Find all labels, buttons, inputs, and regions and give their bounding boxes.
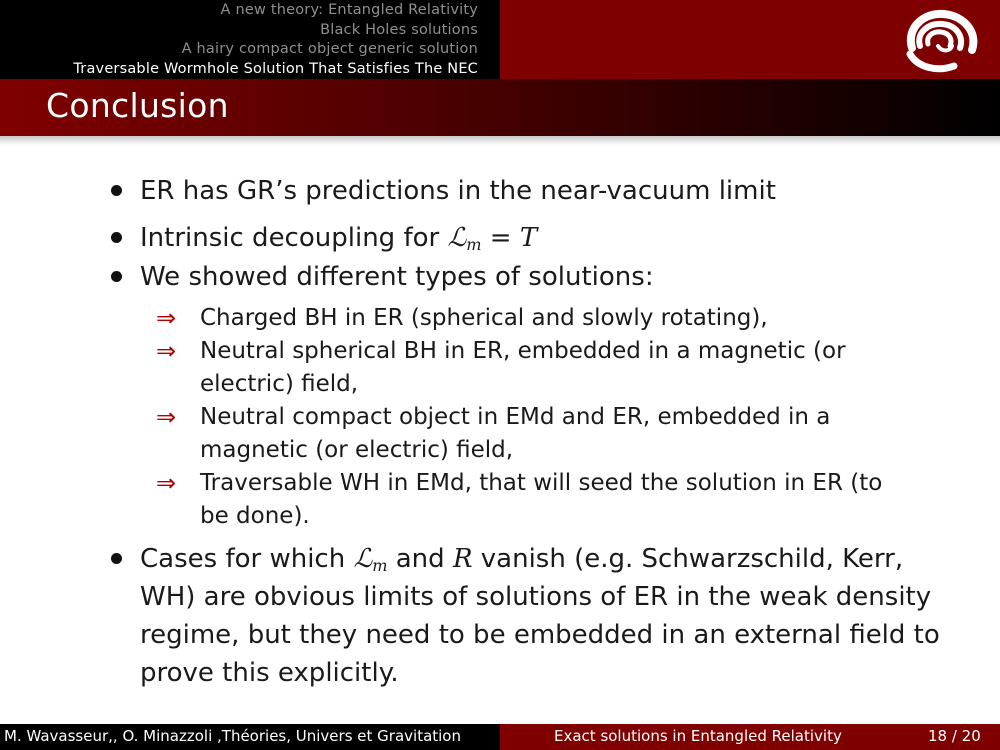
bullet-dot (111, 553, 122, 564)
implies-arrow-icon: ⇒ (156, 337, 177, 365)
sub-item-neutral-bh-line2: electric) field, (200, 371, 359, 397)
bullet-cases-line4: prove this explicitly. (140, 658, 399, 688)
footer-page-number: 18 / 20 (928, 727, 981, 745)
bullet-text: Cases for which (140, 544, 354, 574)
lagrangian-symbol (353, 544, 387, 574)
sub-item-charged-bh: Charged BH in ER (spherical and slowly rotating), (200, 305, 768, 331)
footer-title-panel (500, 724, 1000, 750)
sub-item-traversable-wh-line2: be done). (200, 503, 310, 529)
bullet-text: Intrinsic decoupling for (140, 223, 448, 253)
footer (0, 724, 1000, 750)
bullet-dot (111, 185, 122, 196)
bullet-cases-line2: WH) are obvious limits of solutions of ER in the weak density (140, 582, 932, 612)
equals-sign: = (481, 223, 520, 253)
subscript-m: m (372, 556, 388, 576)
r-symbol: R (452, 544, 473, 574)
sub-item-neutral-bh-line1: Neutral spherical BH in ER, embedded in a magnetic (or (200, 338, 846, 364)
frame-title: Conclusion (46, 86, 229, 125)
implies-arrow-icon: ⇒ (156, 403, 177, 431)
bullet-text: and (387, 544, 453, 574)
t-symbol: T (519, 223, 538, 253)
bullet-dot (111, 271, 122, 282)
bullet-er-predictions: ER has GR’s predictions in the near-vacuum limit (140, 176, 776, 206)
footer-authors-panel (0, 724, 500, 750)
lagrangian-symbol (447, 223, 481, 253)
sub-item-traversable-wh-line1: Traversable WH in EMd, that will seed the solution in ER (to (200, 470, 883, 496)
script-l: ℒ (353, 544, 373, 574)
bullet-text: vanish (e.g. Schwarzschild, Kerr, (472, 544, 904, 574)
sub-item-compact-object-line2: magnetic (or electric) field, (200, 437, 514, 463)
sub-item-compact-object-line1: Neutral compact object in EMd and ER, embedded in a (200, 404, 831, 430)
implies-arrow-icon: ⇒ (156, 469, 177, 497)
subscript-m: m (466, 235, 482, 255)
implies-arrow-icon: ⇒ (156, 304, 177, 332)
section-link-hairy-compact-object[interactable]: A hairy compact object generic solution (181, 41, 478, 57)
bullet-dot (111, 232, 122, 243)
footer-talk-title: Exact solutions in Entangled Relativity (554, 727, 842, 745)
footer-authors: M. Wavasseur,, O. Minazzoli ,Théories, Univers et Gravitation (4, 727, 461, 745)
section-link-black-holes[interactable]: Black Holes solutions (320, 21, 478, 38)
section-link-traversable-wormhole[interactable]: Traversable Wormhole Solution That Satisfies The NEC (73, 60, 478, 77)
bullet-solution-types: We showed different types of solutions: (140, 262, 654, 292)
script-l: ℒ (447, 223, 467, 253)
bullet-cases-line3: regime, but they need to be embedded in an external field to (140, 620, 940, 650)
section-link-new-theory[interactable]: A new theory: Entangled Relativity (220, 2, 478, 18)
